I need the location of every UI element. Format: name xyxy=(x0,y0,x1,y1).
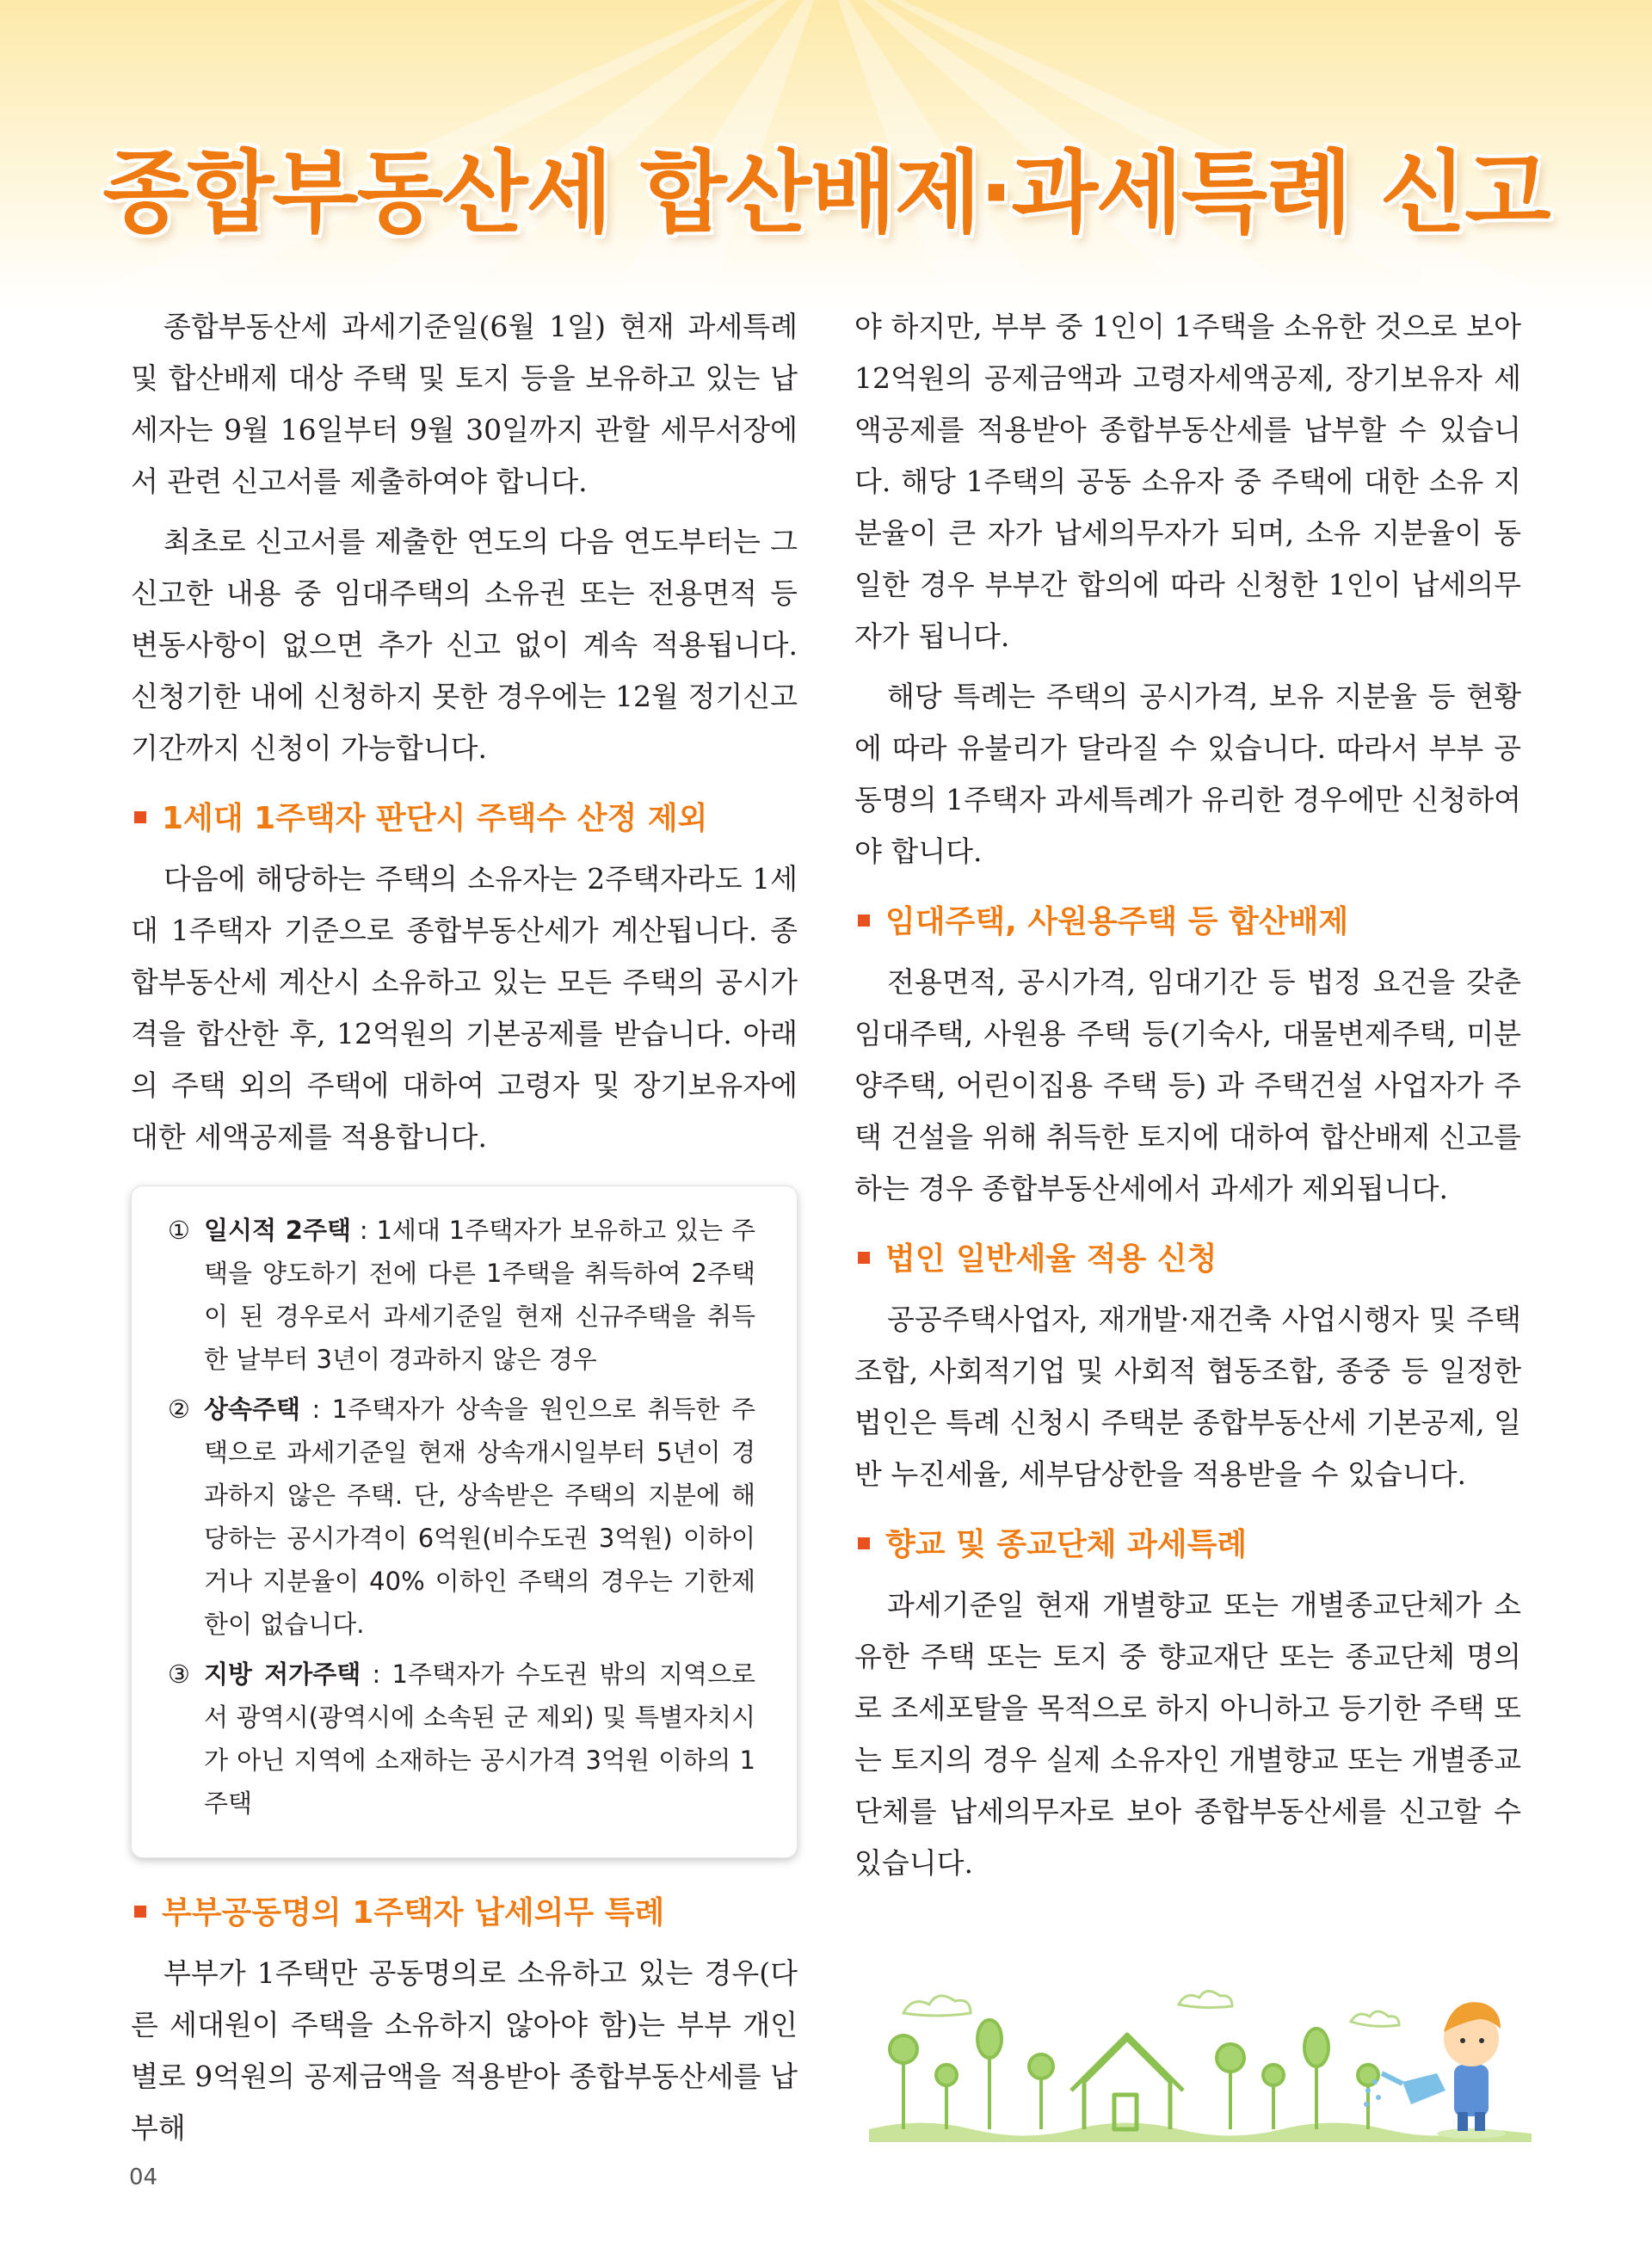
item-label: 지방 저가주택 xyxy=(204,1660,361,1689)
section-heading-couple-ownership xyxy=(131,1887,798,1939)
square-bullet-icon xyxy=(134,811,146,823)
item-text xyxy=(204,1388,755,1646)
intro-paragraph-1: 종합부동산세 과세기준일(6월 1일) 현재 과세특례 및 합산배제 대상 주택 및 토지 등을 보유하고 있는 납세자는 9월 16일부터 9월 30일까지 관할 세무서장에서 관련 신고서를 제출하여야 합니다. xyxy=(131,310,798,498)
item-label: 일시적 2주택 xyxy=(204,1216,351,1245)
item-number: ② xyxy=(168,1395,190,1424)
house-icon xyxy=(1071,2035,1183,2129)
section-heading-text: 임대주택, 사원용주택 등 합산배제 xyxy=(885,904,1349,939)
page-number: 04 xyxy=(129,2165,158,2190)
section-body-corporate-rate: 공공주택사업자, 재개발·재건축 사업시행자 및 주택조합, 사회적기업 및 사회적 협동조합, 종중 등 일정한 법인은 특례 신청시 주택분 종합부동산세 기본공제, 일반 누진세율, 세부담상한을 적용받을 수 있습니다. xyxy=(854,1302,1521,1491)
intro-paragraph-2: 최초로 신고서를 제출한 연도의 다음 연도부터는 그 신고한 내용 중 임대주택의 소유권 또는 전용면적 등 변동사항이 없으면 추가 신고 없이 계속 적용됩니다. 신청기한 내에 신청하지 못한 경우에는 12월 정기신고 기간까지 신청이 가능합니다. xyxy=(131,525,798,765)
section-heading-corporate-rate xyxy=(854,1234,1521,1285)
item-description: : 1주택자가 상속을 원인으로 취득한 주택으로 과세기준일 현재 상속개시일부터 5년이 경과하지 않은 주택. 단, 상속받은 주택의 지분에 해당하는 공시가격이 6억원(비수도권 3억원) 이하이거나 지분율이 40% 이하인 주택의 경우는 기한제한이 없습니다. xyxy=(204,1395,755,1639)
exception-list-box xyxy=(131,1185,798,1858)
square-bullet-icon xyxy=(134,1906,146,1918)
square-bullet-icon xyxy=(858,1537,870,1549)
list-item xyxy=(168,1653,755,1825)
section-heading-religious-groups xyxy=(854,1519,1521,1571)
item-number: ① xyxy=(168,1216,190,1245)
right-column xyxy=(854,301,1521,1898)
list-item xyxy=(168,1388,755,1646)
section-body-religious-groups: 과세기준일 현재 개별향교 또는 개별종교단체가 소유한 주택 또는 토지 중 향교재단 또는 종교단체 명의로 조세포탈을 목적으로 하지 아니하고 등기한 주택 또는 토지의 경우 실제 소유자인 개별향교 또는 개별종교단체를 납세의무자로 보아 종합부동산세를 신고할 수 있습니다. xyxy=(854,1588,1521,1880)
item-text xyxy=(204,1653,755,1825)
square-bullet-icon xyxy=(858,1252,870,1264)
left-column xyxy=(131,301,798,2163)
item-text xyxy=(204,1209,755,1381)
section-heading-text: 법인 일반세율 적용 신청 xyxy=(885,1241,1217,1277)
cloud-icon xyxy=(903,1991,1399,2026)
boy-watering-icon xyxy=(1364,2002,1506,2139)
section-heading-text: 부부공동명의 1주택자 납세의무 특례 xyxy=(162,1895,665,1931)
continued-paragraph: 야 하지만, 부부 중 1인이 1주택을 소유한 것으로 보아 12억원의 공제금액과 고령자세액공제, 장기보유자 세액공제를 적용받아 종합부동산세를 납부할 수 있습니다. 해당 1주택의 공동 소유자 중 주택에 대한 소유 지분율이 큰 자가 납세의무자가 되며, 소유 지분율이 동일한 경우 부부간 합의에 따라 신청한 1인이 납세의무자가 됩니다. xyxy=(854,310,1521,653)
special-case-paragraph: 해당 특례는 주택의 공시가격, 보유 지분율 등 현황에 따라 유불리가 달라질 수 있습니다. 따라서 부부 공동명의 1주택자 과세특례가 유리한 경우에만 신청하여야 합니다. xyxy=(854,680,1521,868)
item-description: : 1주택자가 수도권 밖의 지역으로서 광역시(광역시에 소속된 군 제외) 및 특별자치시가 아닌 지역에 소재하는 공시가격 3억원 이하의 1주택 xyxy=(204,1660,755,1818)
square-bullet-icon xyxy=(858,914,870,927)
section-heading-text: 향교 및 종교단체 과세특례 xyxy=(885,1527,1248,1562)
garden-illustration xyxy=(869,1953,1532,2142)
section-heading-rental-housing xyxy=(854,896,1521,948)
section-heading-single-house xyxy=(131,793,798,845)
item-label: 상속주택 xyxy=(204,1395,301,1424)
plants-icon xyxy=(890,2020,1378,2129)
item-description: : 1세대 1주택자가 보유하고 있는 주택을 양도하기 전에 다른 1주택을 취득하여 2주택이 된 경우로서 과세기준일 현재 신규주택을 취득한 날부터 3년이 경과하지 않은 경우 xyxy=(204,1216,755,1374)
item-number: ③ xyxy=(168,1660,190,1689)
list-item xyxy=(168,1209,755,1381)
section-body-rental-housing: 전용면적, 공시가격, 임대기간 등 법정 요건을 갖춘 임대주택, 사원용 주택 등(기숙사, 대물변제주택, 미분양주택, 어린이집용 주택 등) 과 주택건설 사업자가 주택 건설을 위해 취득한 토지에 대하여 합산배제 신고를 하는 경우 종합부동산세에서 과세가 제외됩니다. xyxy=(854,965,1521,1205)
section-body-single-house: 다음에 해당하는 주택의 소유자는 2주택자라도 1세대 1주택자 기준으로 종합부동산세가 계산됩니다. 종합부동산세 계산시 소유하고 있는 모든 주택의 공시가격을 합산한 후, 12억원의 기본공제를 받습니다. 아래의 주택 외의 주택에 대하여 고령자 및 장기보유자에 대한 세액공제를 적용합니다. xyxy=(131,862,798,1154)
page-title: 종합부동산세 합산배제·과세특례 신고 xyxy=(102,140,1550,245)
section-body-couple-ownership: 부부가 1주택만 공동명의로 소유하고 있는 경우(다른 세대원이 주택을 소유하지 않아야 함)는 부부 개인별로 9억원의 공제금액을 적용받아 종합부동산세를 납부해 xyxy=(131,1956,798,2145)
grass-icon xyxy=(869,2123,1532,2143)
section-heading-text: 1세대 1주택자 판단시 주택수 산정 제외 xyxy=(162,801,708,836)
